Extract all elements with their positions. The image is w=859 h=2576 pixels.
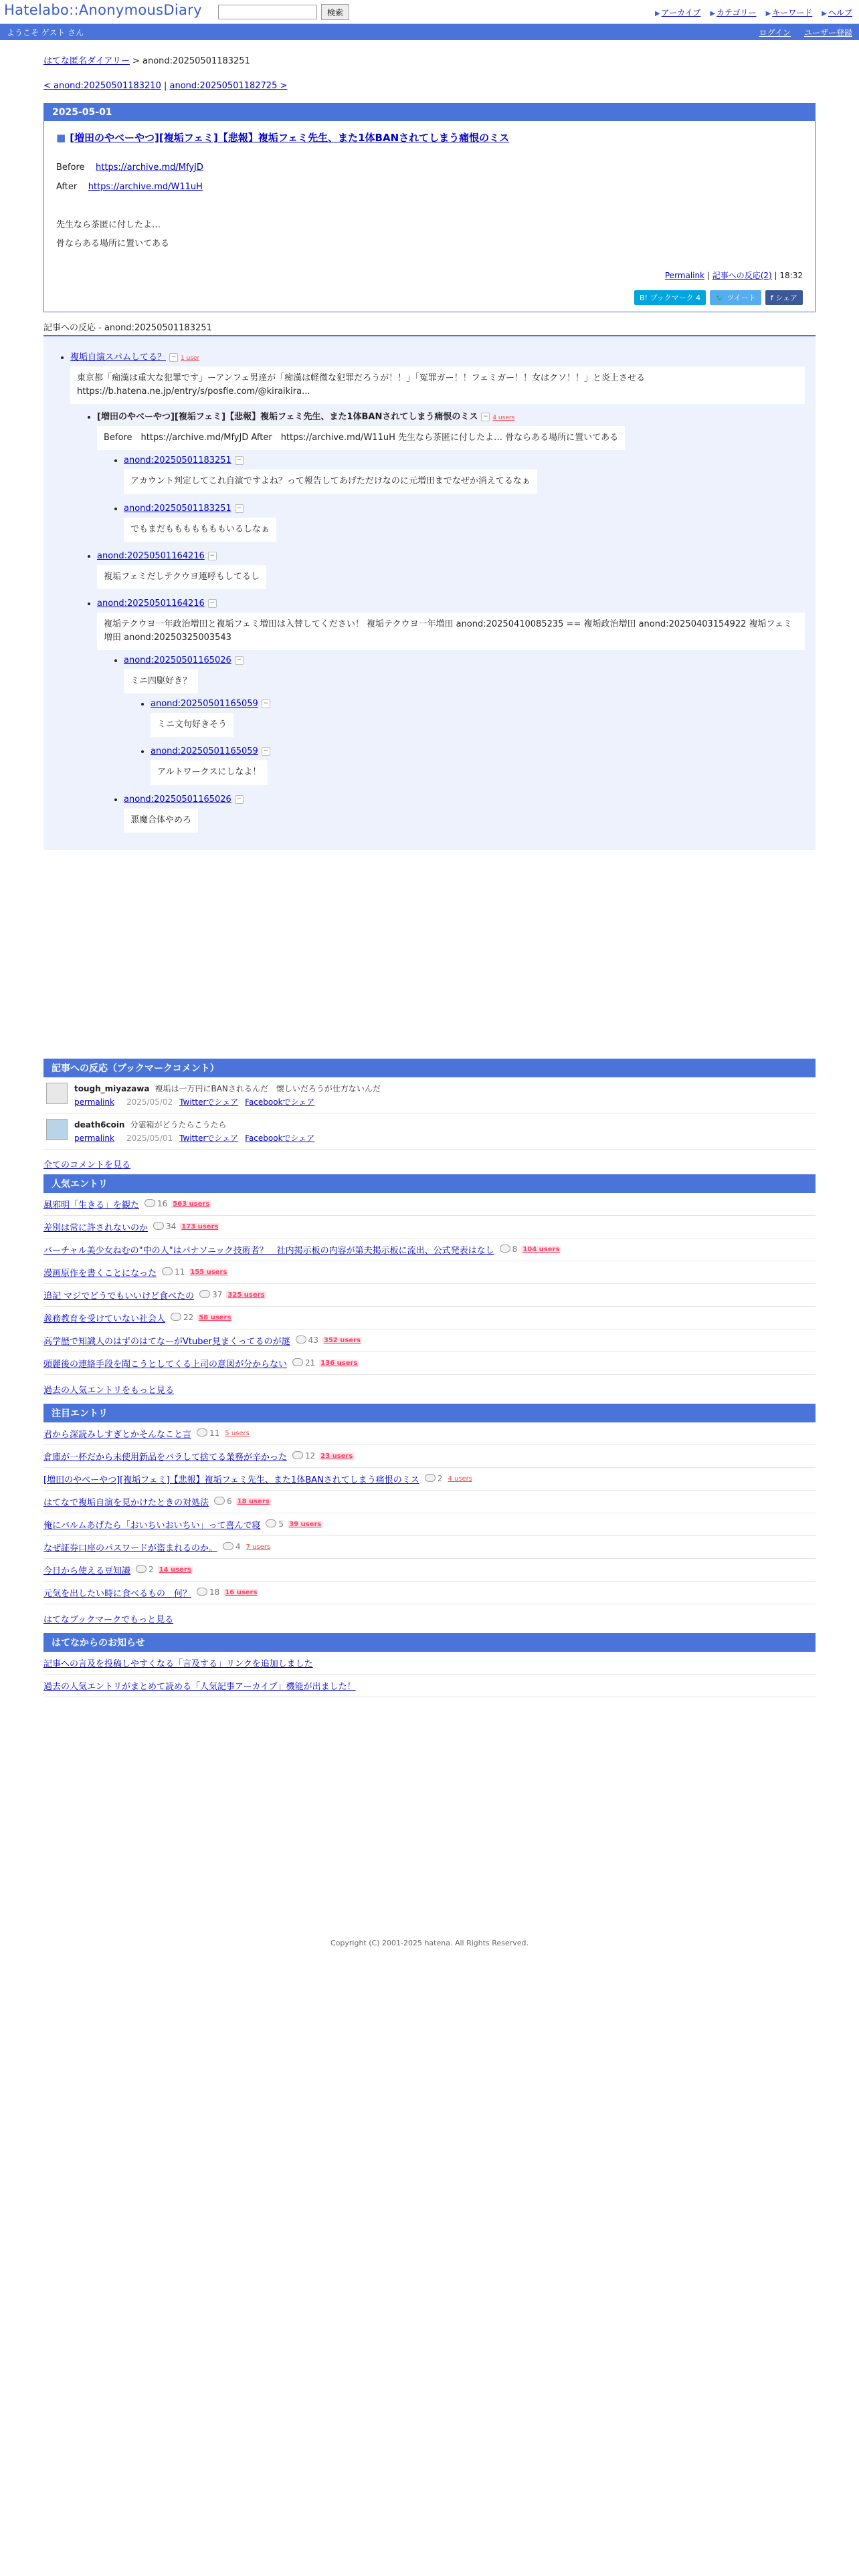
- entry-link[interactable]: 今日から使える豆知識: [43, 1566, 131, 1576]
- expand-icon[interactable]: −: [481, 413, 490, 421]
- more-popular-link[interactable]: 過去の人気エントリをもっと見る: [43, 1385, 175, 1396]
- bookmark-comment: [43, 1113, 816, 1150]
- list-item: [43, 1216, 816, 1239]
- nav-keyword-link[interactable]: キーワード: [772, 8, 813, 17]
- tree-node: [151, 746, 805, 784]
- users-badge[interactable]: 4 users: [448, 1475, 472, 1483]
- users-badge[interactable]: 23 users: [320, 1452, 353, 1460]
- tree-node: [124, 455, 805, 494]
- expand-icon[interactable]: −: [235, 656, 244, 665]
- tree-node-link[interactable]: 複垢自演スパムしてる？: [70, 352, 167, 362]
- users-badge[interactable]: 325 users: [227, 1291, 265, 1299]
- bookmark-comment-text: 分霊箱がどうたらこうたら: [130, 1119, 227, 1130]
- tree-node-link[interactable]: anond:20250501165059: [151, 699, 258, 710]
- entry-time: 18:32: [779, 271, 803, 280]
- list-item: [43, 1513, 816, 1536]
- bookmark-comments-heading: 記事への反応（ブックマークコメント）: [43, 1059, 816, 1077]
- facebook-share-button[interactable]: [765, 290, 803, 305]
- tree-node-excerpt: 悪魔合体やめろ: [124, 809, 198, 833]
- tree-node-link[interactable]: anond:20250501165026: [124, 794, 231, 804]
- bookmark-user[interactable]: death6coin: [74, 1119, 125, 1130]
- before-url[interactable]: https://archive.md/MfyJD: [96, 163, 203, 173]
- users-badge[interactable]: 18 users: [237, 1497, 270, 1505]
- users-badge[interactable]: 7 users: [246, 1543, 271, 1551]
- users-badge[interactable]: 352 users: [323, 1336, 361, 1344]
- popular-entries-list: [43, 1193, 816, 1375]
- notice-link[interactable]: 過去の人気エントリがまとめて読める「人気記事アーカイブ」機能が出ました！: [43, 1681, 356, 1692]
- users-count[interactable]: 4 users: [492, 415, 515, 422]
- users-badge[interactable]: 16 users: [225, 1588, 258, 1596]
- entry-footer: Permalink | 記事への反応(2) | 18:32: [664, 271, 803, 280]
- comment-count: 8: [500, 1245, 518, 1254]
- tree-node-link[interactable]: anond:20250501164216: [97, 598, 205, 609]
- site-logo[interactable]: Hatelabo::AnonymousDiary: [4, 2, 202, 18]
- tree-node-excerpt: でもまだもももももももいるしなぁ: [124, 518, 276, 542]
- next-entry-link[interactable]: anond:20250501182725 >: [169, 81, 288, 91]
- nav-category-link[interactable]: カテゴリー: [717, 8, 757, 17]
- tree-node: [124, 655, 805, 784]
- nav-keyword[interactable]: [766, 7, 813, 18]
- list-item: [43, 1329, 816, 1352]
- list-item: [43, 1422, 816, 1445]
- nav-archive-link[interactable]: アーカイブ: [661, 8, 701, 17]
- tree-node-link[interactable]: anond:20250501165059: [151, 746, 258, 757]
- entry-link[interactable]: 俺にバルムあげたら「おいちいおいちい」って喜んで寝: [43, 1520, 261, 1531]
- top-bar: [0, 0, 859, 24]
- entry-link[interactable]: 高学歴で知識人のはずのはてなーがVtuber見まくってるのが謎: [43, 1336, 290, 1347]
- bookmark-date: 2025/05/02: [126, 1097, 173, 1107]
- register-link[interactable]: ユーザー登録: [803, 27, 852, 37]
- top-nav: [655, 7, 852, 18]
- hatena-bookmark-button[interactable]: B! ブックマーク 4: [634, 290, 706, 305]
- tree-node-excerpt: 東京都「痴漢は重大な犯罪です」ーアンフェ男達が「痴漢は軽微な犯罪だろうが！！」「冤罪ガー！！フェミガー！！女はクソ！！」と炎上させる https://b.hatena.ne.jp/entry/s/posfie.com/@kiraikira...: [70, 366, 805, 404]
- users-badge[interactable]: 563 users: [173, 1200, 210, 1208]
- notice-link[interactable]: 記事への言及を投稿しやすくなる「言及する」リンクを追加しました: [43, 1658, 313, 1669]
- users-badge[interactable]: 39 users: [289, 1520, 322, 1528]
- prev-entry-link[interactable]: < anond:20250501183210: [43, 81, 161, 91]
- notice-heading: はてなからのお知らせ: [43, 1633, 816, 1652]
- users-badge[interactable]: 58 users: [199, 1313, 231, 1321]
- breadcrumb: [43, 53, 816, 66]
- list-item: [43, 1307, 816, 1329]
- triangle-icon: ▶: [710, 10, 716, 17]
- facebook-share-link[interactable]: Facebookでシェア: [245, 1133, 315, 1143]
- search-input[interactable]: [218, 5, 317, 19]
- avatar[interactable]: [46, 1083, 68, 1104]
- before-label: Before: [56, 163, 85, 173]
- twitter-icon: 🐦: [715, 294, 725, 302]
- comment-count: 12: [292, 1451, 315, 1461]
- list-item: [43, 1559, 816, 1582]
- tree-node-link[interactable]: anond:20250501165026: [124, 655, 231, 666]
- attention-entries-heading: 注目エントリ: [43, 1404, 816, 1422]
- entry-date: 2025-05-01: [44, 104, 815, 121]
- twitter-share-link[interactable]: Twitterでシェア: [179, 1097, 239, 1107]
- diary-entry: [43, 103, 816, 312]
- list-item: [43, 1193, 816, 1216]
- share-buttons: [56, 290, 803, 305]
- breadcrumb-home[interactable]: はてな匿名ダイアリー: [43, 56, 130, 66]
- entry-link[interactable]: 元気を出したい時に食べるもの 何？: [43, 1588, 192, 1599]
- tree-node-link[interactable]: anond:20250501183251: [124, 503, 231, 514]
- square-icon: ■: [56, 132, 66, 144]
- entry-link[interactable]: 義務教育を受けていない社会人: [43, 1313, 166, 1324]
- expand-icon[interactable]: −: [208, 599, 217, 608]
- nav-help[interactable]: [822, 7, 852, 18]
- comment-count: 5: [266, 1519, 284, 1529]
- bookmark-date: 2025/05/01: [126, 1133, 173, 1143]
- footer-copyright: Copyright (C) 2001-2025 hatena. All Rights Reserved.: [330, 1939, 529, 1947]
- tree-node-excerpt: アカウント判定してこれ自演ですよね？って報告してあげただけなのに元増田までなぜか消えてるなぁ: [124, 469, 537, 494]
- after-label: After: [56, 181, 78, 192]
- permalink[interactable]: Permalink: [664, 271, 705, 280]
- facebook-share-link[interactable]: Facebookでシェア: [245, 1097, 315, 1107]
- comment-count: 43: [296, 1335, 318, 1345]
- nav-help-link[interactable]: ヘルプ: [828, 8, 852, 17]
- comment-count: 11: [197, 1428, 219, 1438]
- search-button[interactable]: 検索: [321, 4, 349, 20]
- comment-count: 4: [223, 1542, 241, 1551]
- comment-count: 11: [162, 1267, 185, 1277]
- entry-link[interactable]: 君から深読みしすぎとかそんなこと言: [43, 1429, 192, 1440]
- tree-node: [97, 551, 805, 589]
- breadcrumb-current: anond:20250501183251: [142, 56, 250, 66]
- list-item: [43, 1239, 816, 1261]
- list-item: [43, 1652, 816, 1675]
- tree-node-excerpt: アルトワークスにしなよ！: [151, 760, 268, 784]
- list-item: [43, 1582, 816, 1604]
- reaction-tree: [43, 336, 816, 850]
- facebook-icon: f: [770, 294, 773, 302]
- popular-entries-heading: 人気エントリ: [43, 1174, 816, 1193]
- breadcrumb-separator: >: [129, 56, 143, 66]
- entry-link[interactable]: 倉庫が一杯だから未使用新品をバラして捨てる業務が辛かった: [43, 1452, 288, 1463]
- tree-node: [70, 350, 805, 833]
- entry-link[interactable]: 追記 マジでどうでもいいけど食べたの: [43, 1291, 195, 1301]
- tree-node-excerpt: ミニ文句好きそう: [151, 713, 233, 737]
- expand-icon[interactable]: −: [169, 353, 178, 362]
- bookmark-comment-list: [43, 1077, 816, 1150]
- expand-icon[interactable]: −: [208, 552, 217, 560]
- bookmark-comment-text: 複垢は一万円にBANされるんだ 懐しいだろうが仕方ないんだ: [155, 1083, 381, 1093]
- entry-link[interactable]: 差別は常に許されないのか: [43, 1222, 149, 1233]
- tree-node-excerpt: Before https://archive.md/MfyJD After https://archive.md/W11uH 先生なら茶匿に付したよ… 骨ならある場所に置いてある: [97, 426, 625, 450]
- users-badge[interactable]: 5 users: [225, 1429, 250, 1437]
- comment-count: 22: [171, 1313, 193, 1322]
- comment-count: 37: [199, 1290, 222, 1299]
- tree-node-excerpt: ミニ四駆好き？: [124, 669, 198, 693]
- tweet-label: ツイート: [727, 294, 756, 302]
- list-item: [43, 1491, 816, 1513]
- user-bar: [0, 24, 859, 40]
- expand-icon[interactable]: −: [262, 747, 270, 756]
- welcome-text: ようこそ ゲスト さん: [7, 27, 84, 37]
- users-badge[interactable]: 155 users: [190, 1268, 227, 1276]
- list-item: [43, 1445, 816, 1468]
- entry-line-1: 先生なら茶匿に付したよ…: [56, 219, 161, 230]
- expand-icon[interactable]: −: [235, 795, 244, 804]
- tree-node: [124, 794, 805, 833]
- entry-link[interactable]: 漫画原作を書くことになった: [43, 1268, 157, 1279]
- list-item: [43, 1675, 816, 1697]
- tree-node-link[interactable]: anond:20250501164216: [97, 550, 205, 561]
- comment-count: 34: [153, 1222, 176, 1231]
- expand-icon[interactable]: −: [262, 700, 270, 708]
- tree-node-current-title: [増田のやべーやつ][複垢フェミ]【悲報】複垢フェミ先生、また1体BANされてしまう痛恨のミス: [97, 412, 478, 423]
- page-nav-separator: |: [161, 81, 170, 91]
- comment-count: 2: [136, 1565, 154, 1574]
- entry-title-link[interactable]: [増田のやべーやつ][複垢フェミ]【悲報】複垢フェミ先生、また1体BANされてしまう痛恨のミス: [70, 132, 510, 144]
- tree-node: [124, 504, 805, 542]
- after-url[interactable]: https://archive.md/W11uH: [88, 181, 203, 192]
- entry-link[interactable]: はてなで複垢自演を見かけたときの対処法: [43, 1497, 209, 1508]
- tree-node-link[interactable]: anond:20250501183251: [124, 455, 231, 466]
- entry-link[interactable]: 風邪明「生きる」を観た: [43, 1200, 140, 1210]
- main-content: [43, 40, 816, 1697]
- tree-node: [97, 409, 805, 541]
- attention-entries-list: [43, 1422, 816, 1604]
- bookmark-permalink[interactable]: permalink: [74, 1097, 114, 1107]
- triangle-icon: ▶: [765, 10, 771, 17]
- expand-icon[interactable]: −: [235, 456, 244, 465]
- entry-link[interactable]: なぜ証券口座のパスワードが盗まれるのか。: [43, 1543, 218, 1553]
- comment-count: 2: [425, 1474, 443, 1483]
- entry-link[interactable]: [増田のやべーやつ][複垢フェミ]【悲報】複垢フェミ先生、また1体BANされてしまう痛恨のミス: [43, 1475, 419, 1485]
- users-badge[interactable]: 14 users: [159, 1566, 191, 1574]
- reactions-link[interactable]: 記事への反応(2): [712, 271, 772, 280]
- nav-category[interactable]: [710, 7, 756, 18]
- login-link[interactable]: ログイン: [759, 27, 791, 37]
- users-count[interactable]: 1 user: [181, 355, 200, 362]
- notice-list: [43, 1652, 816, 1697]
- comment-count: 6: [214, 1497, 232, 1506]
- tweet-button[interactable]: [710, 290, 761, 305]
- facebook-share-label: シェア: [775, 294, 797, 302]
- comment-count: 21: [292, 1358, 315, 1368]
- bookmark-permalink[interactable]: permalink: [74, 1133, 114, 1143]
- entry-title: [56, 130, 803, 144]
- bookmark-comment: [43, 1077, 816, 1113]
- twitter-share-link[interactable]: Twitterでシェア: [179, 1133, 239, 1143]
- nav-archive[interactable]: [655, 7, 700, 18]
- tree-node: [151, 699, 805, 737]
- comment-count: 16: [145, 1199, 167, 1208]
- comment-count: 18: [197, 1588, 219, 1597]
- expand-icon[interactable]: −: [235, 504, 244, 513]
- list-item: [43, 1352, 816, 1375]
- tree-node-excerpt: 複垢フェミだしテクウヨ連呼もしてるし: [97, 565, 266, 589]
- entry-link[interactable]: バーチャル美少女ねむの"中の人"はパナソニック技術者？ 社内掲示板の内容が第夫掲示板に流出、公式発表はなし: [43, 1245, 494, 1256]
- bookmark-user[interactable]: tough_miyazawa: [74, 1083, 150, 1093]
- triangle-icon: ▶: [654, 10, 660, 17]
- list-item: [43, 1284, 816, 1307]
- users-badge[interactable]: 173 users: [181, 1222, 219, 1230]
- triangle-icon: ▶: [822, 10, 827, 17]
- entry-body: [56, 160, 803, 252]
- all-comments-link[interactable]: 全てのコメントを見る: [43, 1160, 131, 1170]
- tree-node-excerpt: 複垢テクウヨ一年政治増田と複垢フェミ増田は入替してください！ 複垢テクウヨ一年増田 anond:20250410085235 == 複垢政治増田 anond:20250403154922 複垢フェミ増田 anond:20250325003543: [97, 613, 805, 650]
- avatar[interactable]: [46, 1119, 68, 1140]
- list-item: [43, 1468, 816, 1491]
- list-item: [43, 1261, 816, 1284]
- page-nav: [43, 81, 816, 91]
- reactions-heading: 記事への反応 - anond:20250501183251: [43, 320, 816, 336]
- tree-node: [97, 599, 805, 833]
- entry-line-2: 骨ならある場所に置いてある: [56, 239, 170, 249]
- users-badge[interactable]: 136 users: [320, 1359, 358, 1367]
- users-badge[interactable]: 104 users: [522, 1245, 560, 1253]
- entry-link[interactable]: 頭麗後の連絡手段を聞こうとしてくる上司の意図が分からない: [43, 1359, 288, 1370]
- more-bookmark-link[interactable]: はてなブックマークでもっと見る: [43, 1614, 174, 1625]
- ad-space: [43, 850, 816, 1051]
- list-item: [43, 1536, 816, 1559]
